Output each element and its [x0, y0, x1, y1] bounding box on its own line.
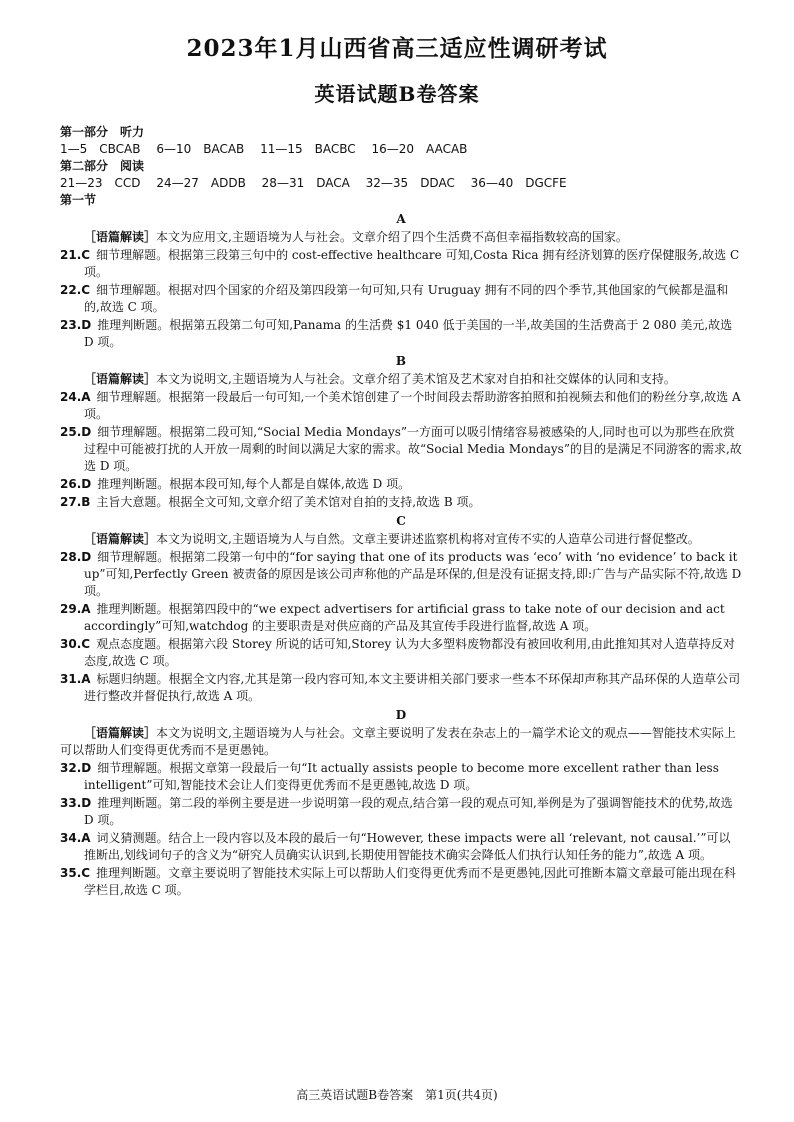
answer-key-group: 24—27 ADDB [156, 176, 246, 190]
answer-key-group: 16—20 AACAB [371, 142, 468, 156]
question-number: 30.C [60, 637, 91, 651]
explanation: 推理判断题。文章主要说明了智能技术实际上可以帮助人们变得更优秀而不是更愚钝,因此可推断本篇文章最可能出现在科学栏目,故选 C 项。 [84, 866, 736, 897]
explanation: 主旨大意题。根据全文可知,文章介绍了美术馆对自拍的支持,故选 B 项。 [96, 495, 481, 509]
answer-item [60, 671, 742, 705]
intro-tag: ［语篇解读］ [84, 726, 157, 740]
answer-item [60, 389, 742, 423]
question-number: 27.B [60, 495, 91, 509]
part1-heading: 第一部分 听力 [60, 125, 145, 139]
question-number: 25.D [60, 425, 92, 439]
question-number: 35.C [60, 866, 91, 880]
question-number: 23.D [60, 318, 92, 332]
question-number: 34.A [60, 831, 91, 845]
answer-item [60, 247, 742, 281]
section-heading: 第一节 [60, 193, 97, 207]
answer-item [60, 476, 742, 493]
answer-item [60, 494, 742, 511]
part1-answer-keys [60, 141, 742, 158]
passage-b-intro [60, 371, 742, 388]
answer-key-group: 28—31 DACA [261, 176, 350, 190]
question-number: 28.D [60, 550, 92, 564]
answer-item [60, 601, 742, 635]
intro-tag: ［语篇解读］ [84, 372, 157, 386]
explanation: 细节理解题。根据文章第一段最后一句“It actually assists people to become more excellent rather than less intelligent”可知,智能技术会让人们变得更优秀而不是更愚钝,故选 D 项。 [84, 761, 719, 792]
explanation: 细节理解题。根据第一段最后一句可知,一个美术馆创建了一个时间段去帮助游客拍照和拍视频去和他们的粉丝分享,故选 A 项。 [84, 390, 741, 421]
intro-text: 本文为说明文,主题语境为人与自然。文章主要讲述监察机构将对宣传不实的人造草公司进行督促整改。 [156, 532, 700, 546]
intro-tag: ［语篇解读］ [84, 230, 157, 244]
answer-item [60, 636, 742, 670]
explanation: 词义猜测题。结合上一段内容以及本段的最后一句“However, these impacts were all ‘relevant, not causal.’”可以推断出,划线词句子的含义为“研究人员确实认识到,长期使用智能技术确实会降低人们执行认知任务的能力”,故选 A 项。 [84, 831, 731, 862]
question-number: 21.C [60, 248, 91, 262]
answer-key-group: 21—23 CCD [60, 176, 141, 190]
explanation: 细节理解题。根据第二段第一句中的“for saying that one of its products was ‘eco’ with ‘no evidence’ to back it up”可知,Perfectly Green 被责备的原因是该公司声称他的产品是环保的,但是没有证据支持,即:广告与产品实际不符,故选 D 项。 [84, 550, 742, 598]
passage-a-letter: A [396, 212, 406, 226]
intro-text: 本文为说明文,主题语境为人与社会。文章主要说明了发表在杂志上的一篇学术论文的观点——智能技术实际上可以帮助人们变得更优秀而不是更愚钝。 [60, 726, 736, 757]
answer-item [60, 549, 742, 600]
content-body [60, 124, 742, 900]
question-number: 32.D [60, 761, 92, 775]
answer-key-group: 36—40 DGCFE [470, 176, 567, 190]
explanation: 标题归纳题。根据全文内容,尤其是第一段内容可知,本文主要讲相关部门要求一些本不环保却声称其产品环保的人造草公司进行整改并督促执行,故选 A 项。 [84, 672, 741, 703]
page-subtitle: 英语试题B卷答案 [314, 82, 480, 106]
question-number: 26.D [60, 477, 92, 491]
intro-text: 本文为应用文,主题语境为人与社会。文章介绍了四个生活费不高但幸福指数较高的国家。 [156, 230, 628, 244]
question-number: 33.D [60, 796, 92, 810]
passage-d-letter: D [395, 708, 407, 722]
intro-tag: ［语篇解读］ [84, 532, 157, 546]
explanation: 细节理解题。根据第三段第三句中的 cost-effective healthcare 可知,Costa Rica 拥有经济划算的医疗保健服务,故选 C 项。 [84, 248, 740, 279]
question-number: 24.A [60, 390, 91, 404]
answer-item [60, 424, 742, 475]
passage-d-intro [60, 725, 742, 759]
explanation: 观点态度题。根据第六段 Storey 所说的话可知,Storey 认为大多塑料废物都没有被回收利用,由此推知其对人造草持反对态度,故选 C 项。 [84, 637, 735, 668]
answer-item [60, 760, 742, 794]
question-number: 29.A [60, 602, 91, 616]
explanation: 推理判断题。根据第四段中的“we expect advertisers for artificial grass to take note of our decision and act accordingly”可知,watchdog 的主要职责是对供应商的产品及其宣传手段进行监督,故选 A 项。 [84, 602, 725, 633]
answer-item [60, 317, 742, 351]
page-footer: 高三英语试题B卷答案 第1页(共4页) [296, 1088, 498, 1102]
passage-c-intro [60, 531, 742, 548]
intro-text: 本文为说明文,主题语境为人与社会。文章介绍了美术馆及艺术家对自拍和社交媒体的认同和支持。 [156, 372, 676, 386]
passage-b-letter: B [395, 354, 407, 368]
part2-answer-keys [60, 175, 742, 192]
page-title: 2023年1月山西省高三适应性调研考试 [186, 35, 608, 62]
answer-key-group: 1—5 CBCAB [60, 142, 141, 156]
answer-key-group: 32—35 DDAC [365, 176, 455, 190]
explanation: 推理判断题。第二段的举例主要是进一步说明第一段的观点,结合第一段的观点可知,举例是为了强调智能技术的优势,故选 D 项。 [84, 796, 733, 827]
explanation: 细节理解题。根据对四个国家的介绍及第四段第一句可知,只有 Uruguay 拥有不同的四个季节,其他国家的气候都是温和的,故选 C 项。 [84, 283, 729, 314]
part2-heading: 第二部分 阅读 [60, 159, 145, 173]
answer-key-group: 11—15 BACBC [260, 142, 356, 156]
passage-a-intro [60, 229, 742, 246]
answer-key-group: 6—10 BACAB [156, 142, 245, 156]
answer-item [60, 795, 742, 829]
answer-item [60, 830, 742, 864]
passage-c-letter: C [396, 514, 406, 528]
question-number: 31.A [60, 672, 91, 686]
explanation: 细节理解题。根据第二段可知,“Social Media Mondays”一方面可以吸引情绪容易被感染的人,同时也可以为那些在欣赏过程中可能被打扰的人开放一周剩的时间以满足大家的需求。故“Social Media Mondays”的目的是满足不同游客的需求,故选 D 项。 [84, 425, 742, 473]
explanation: 推理判断题。根据本段可知,每个人都是自媒体,故选 D 项。 [97, 477, 411, 491]
answer-item [60, 865, 742, 899]
explanation: 推理判断题。根据第五段第二句可知,Panama 的生活费 $1 040 低于美国的一半,故美国的生活费高于 2 080 美元,故选 D 项。 [84, 318, 733, 349]
answer-item [60, 282, 742, 316]
question-number: 22.C [60, 283, 91, 297]
